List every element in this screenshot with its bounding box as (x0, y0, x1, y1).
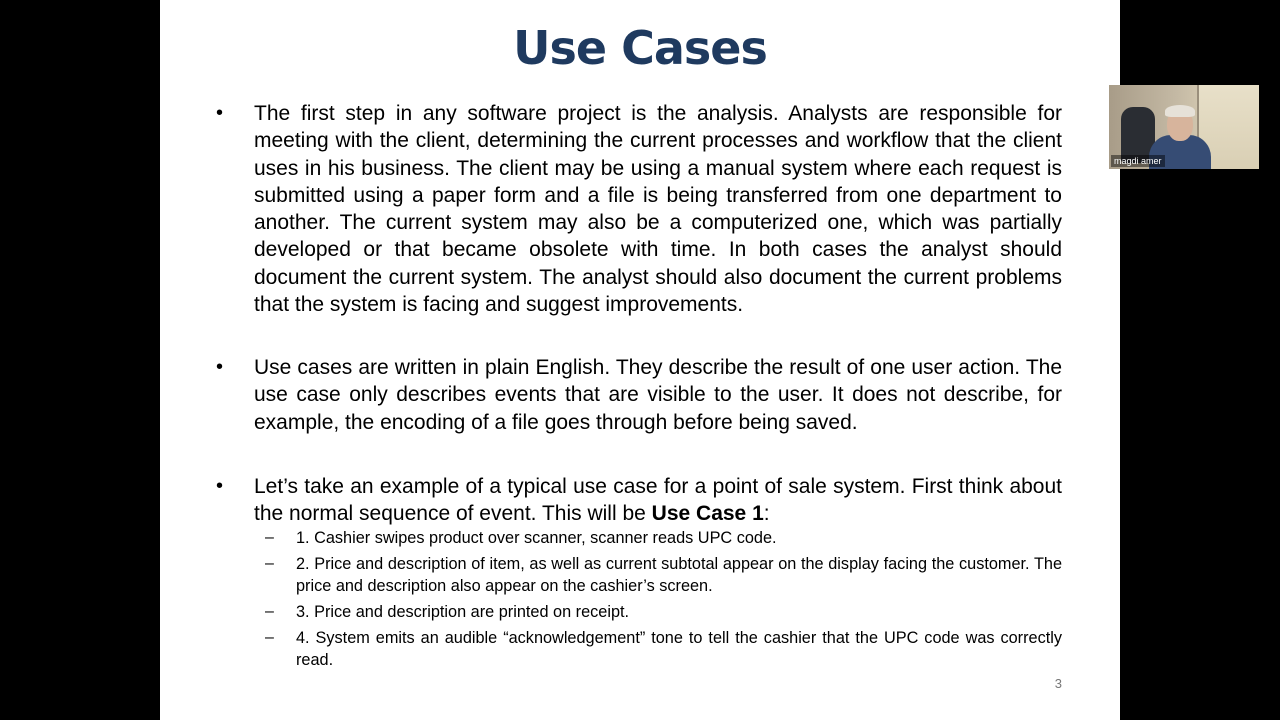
bullet-glyph: • (216, 102, 224, 124)
participant-name-label: magdi amer (1111, 155, 1165, 167)
bullet-text-bold: Use Case 1 (651, 502, 764, 526)
video-person-hair (1165, 105, 1195, 117)
slide-title: Use Cases (513, 21, 767, 75)
bullet-glyph: • (216, 356, 224, 378)
presentation-slide (160, 0, 1120, 720)
sub-item (160, 601, 1120, 623)
sub-item (160, 527, 1120, 549)
sub-item-list (160, 527, 1120, 671)
sub-item-text: 4. System emits an audible “acknowledgement” tone to tell the cashier that the UPC code was correctly read. (296, 629, 1062, 669)
sub-item-text: 2. Price and description of item, as well as current subtotal appear on the display facing the customer. The price and description also appear on the cashier’s screen. (296, 555, 1062, 595)
dash-glyph: – (265, 555, 274, 572)
slide-page-number: 3 (1054, 676, 1062, 691)
sub-item (160, 553, 1120, 597)
sub-item-text: 1. Cashier swipes product over scanner, scanner reads UPC code. (296, 529, 777, 547)
bullet-item (160, 473, 1120, 527)
sub-item (160, 627, 1120, 671)
participant-video-tile[interactable] (1109, 85, 1259, 169)
dash-glyph: – (265, 603, 274, 620)
bullet-item (160, 100, 1120, 350)
bullet-text (254, 473, 1062, 528)
bullet-item (160, 354, 1120, 468)
bullet-text-suffix: : (763, 502, 770, 526)
bullet-text-lead: Let’s take an example of a typical use case for a point of sale system. First think about the normal sequence of event. This will be (254, 475, 1062, 526)
bullet-text: The first step in any software project is the analysis. Analysts are responsible for meeting with the client, determining the current processes and workflow that the client uses in his business. The client may be using a manual system where each request is submitted using a paper form and a file is being transferred from one department to another. The current system may also be a computerized one, which was partially developed or that became obsolete with time. In both cases the analyst should document the current system. The analyst should also document the current problems that the system is facing and suggest improvements. (254, 102, 1062, 317)
sub-item-text: 3. Price and description are printed on receipt. (296, 603, 630, 621)
bullet-list (160, 100, 1120, 527)
bullet-glyph: • (216, 475, 224, 497)
dash-glyph: – (265, 529, 274, 546)
dash-glyph: – (265, 629, 274, 646)
bullet-text: Use cases are written in plain English. They describe the result of one user action. The use case only describes events that are visible to the user. It does not describe, for example, the encoding of a file goes through before being saved. (254, 356, 1062, 434)
